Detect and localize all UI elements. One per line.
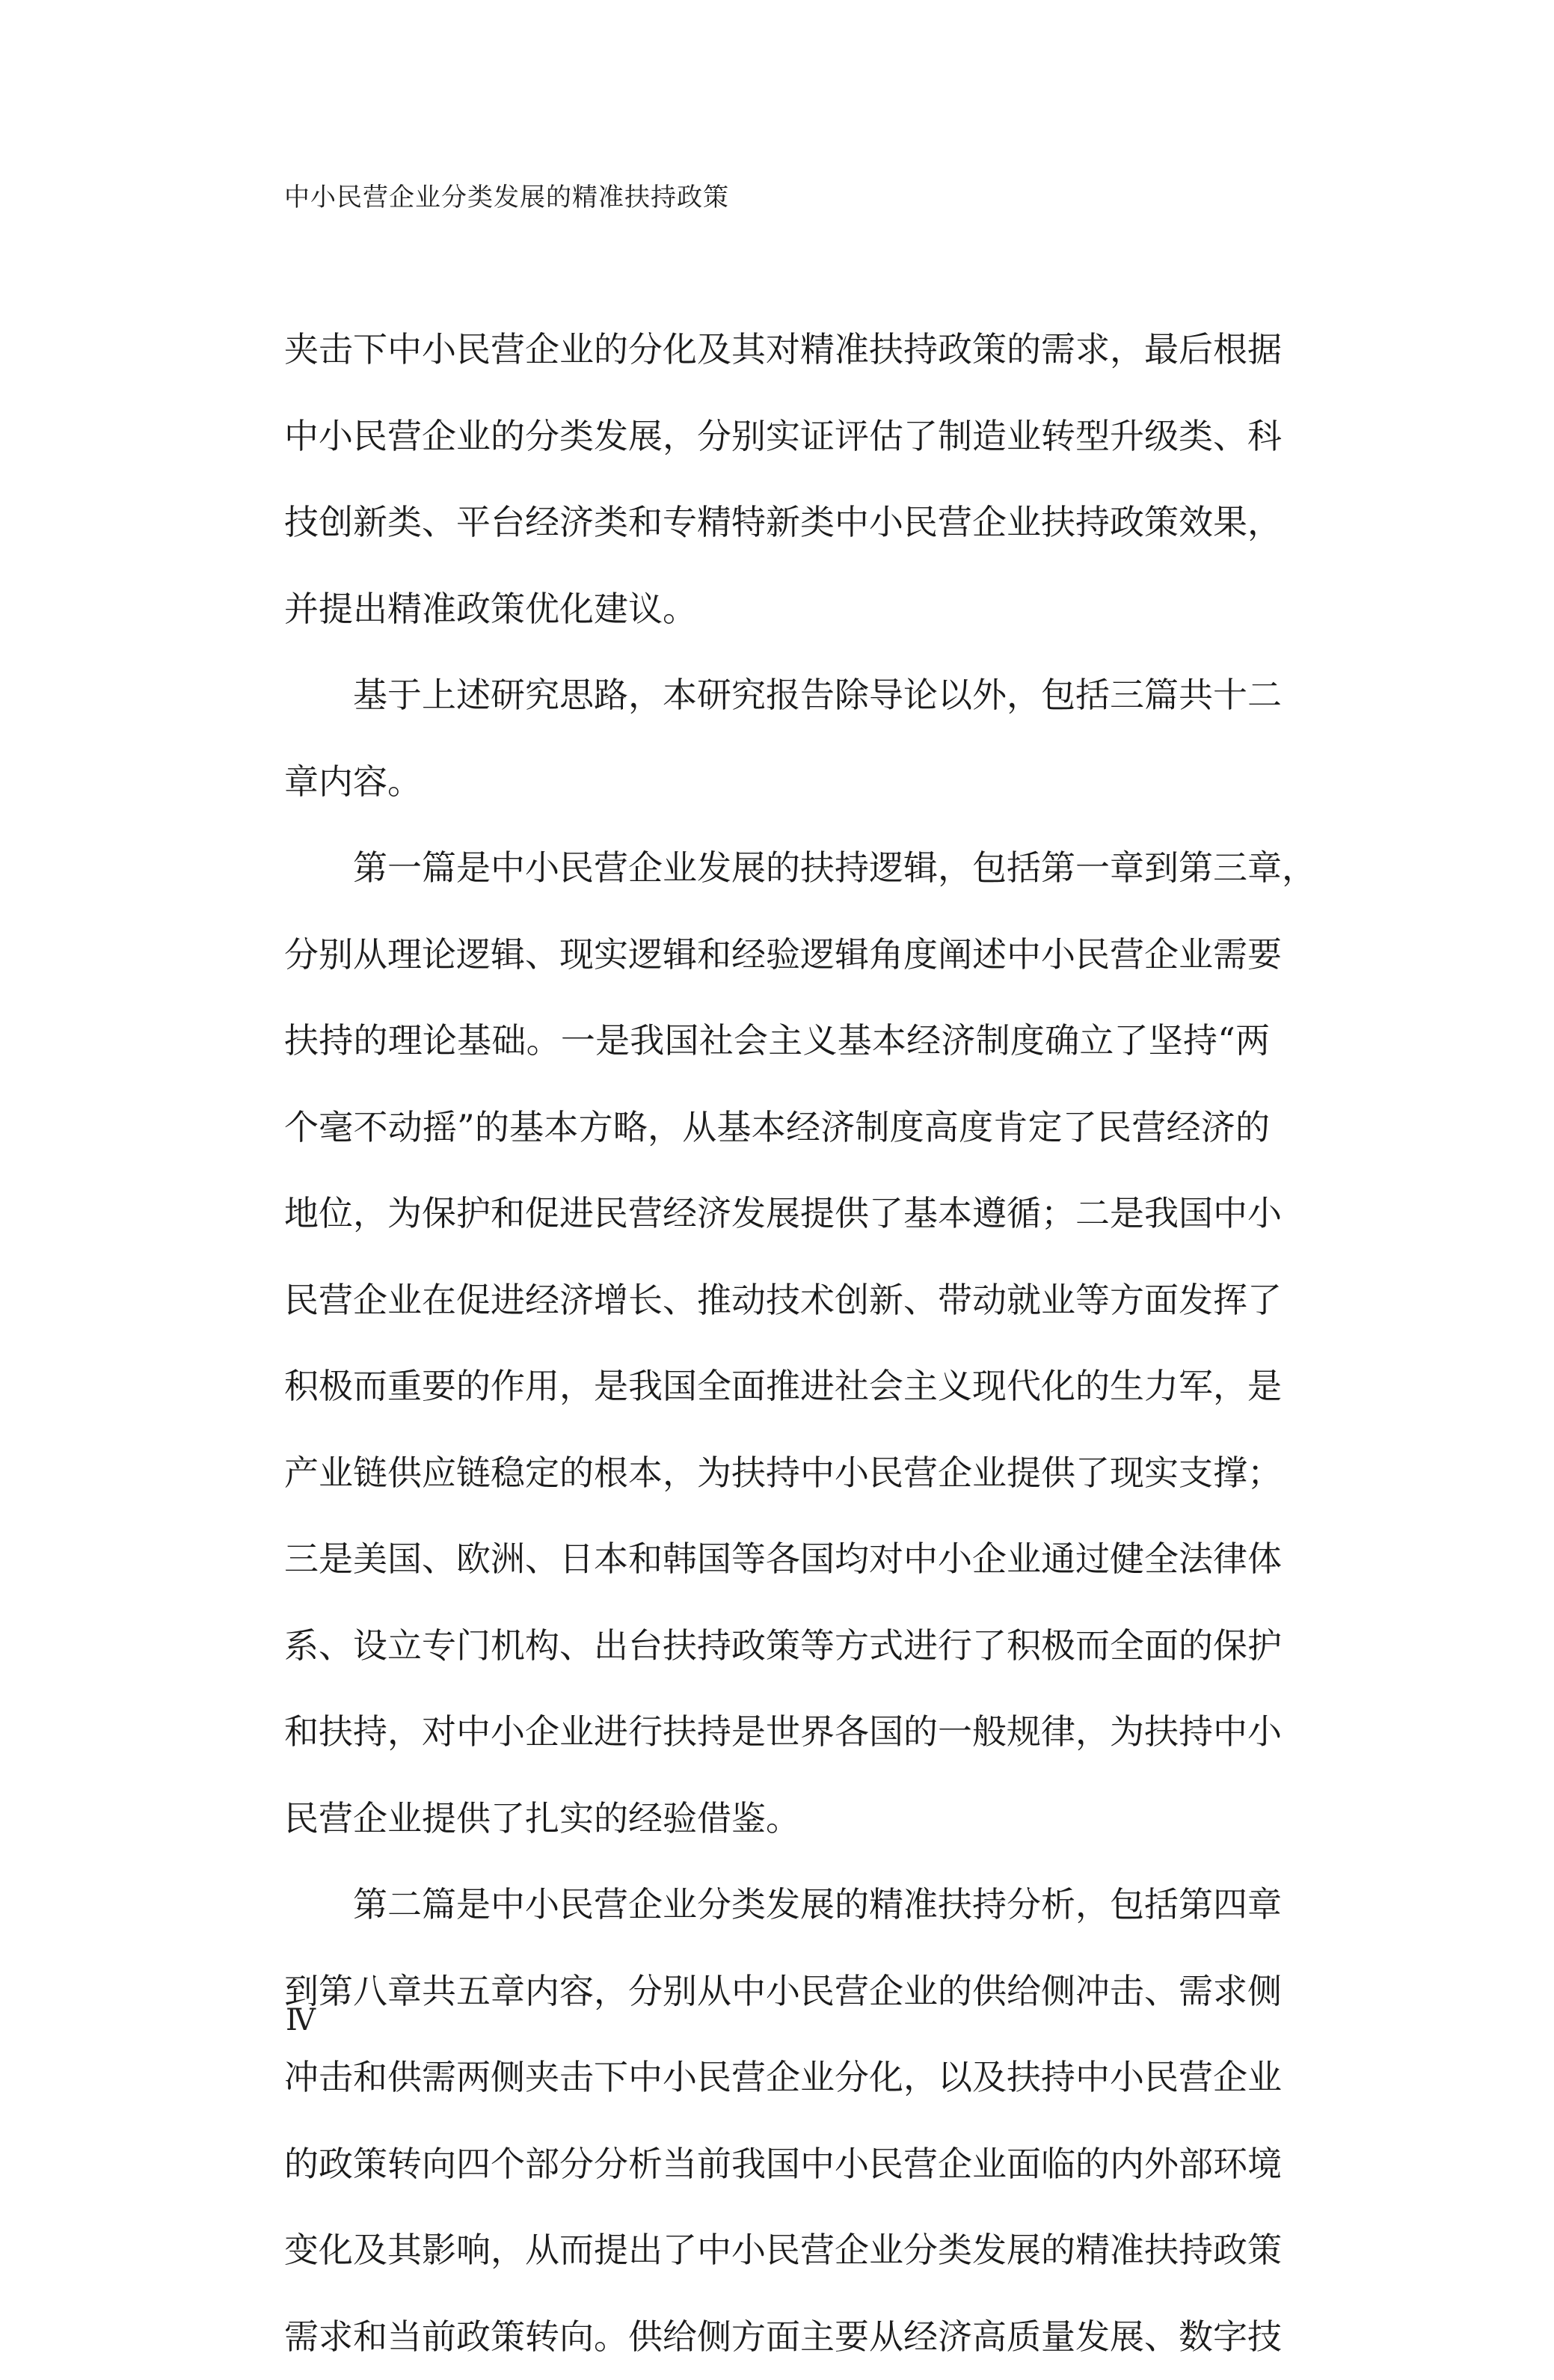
text-line: 章内容。 [284, 739, 1270, 826]
paragraph-first-line: 第二篇是中小民营企业分类发展的精准扶持分析，包括第四章 [284, 1862, 1270, 1948]
text-line: 和扶持，对中小企业进行扶持是世界各国的一般规律，为扶持中小 [284, 1689, 1270, 1776]
text-line: 民营企业提供了扎实的经验借鉴。 [284, 1776, 1270, 1862]
text-line: 到第八章共五章内容，分别从中小民营企业的供给侧冲击、需求侧 [284, 1948, 1270, 2035]
text-line: 中小民营企业的分类发展，分别实证评估了制造业转型升级类、科 [284, 393, 1270, 480]
text-line: 地位，为保护和促进民营经济发展提供了基本遵循；二是我国中小 [284, 1171, 1270, 1257]
text-line: 个毫不动摇”的基本方略，从基本经济制度高度肯定了民营经济的 [284, 1085, 1270, 1171]
running-header-title: 中小民营企业分类发展的精准扶持政策 [284, 177, 729, 213]
text-line: 夹击下中小民营企业的分化及其对精准扶持政策的需求，最后根据 [284, 307, 1270, 393]
body-text [284, 307, 1270, 2380]
paragraph-first-line: 第一篇是中小民营企业发展的扶持逻辑，包括第一章到第三章， [284, 825, 1270, 912]
text-line: 变化及其影响，从而提出了中小民营企业分类发展的精准扶持政策 [284, 2207, 1270, 2294]
page-number: Ⅳ [286, 2003, 316, 2037]
text-line: 系、设立专门机构、出台扶持政策等方式进行了积极而全面的保护 [284, 1603, 1270, 1690]
paragraph-first-line: 基于上述研究思路，本研究报告除导论以外，包括三篇共十二 [284, 652, 1270, 739]
text-line: 并提出精准政策优化建议。 [284, 566, 1270, 653]
text-line: 三是美国、欧洲、日本和韩国等各国均对中小企业通过健全法律体 [284, 1516, 1270, 1603]
text-line: 扶持的理论基础。一是我国社会主义基本经济制度确立了坚持“两 [284, 998, 1270, 1085]
text-line: 需求和当前政策转向。供给侧方面主要从经济高质量发展、数字技 [284, 2294, 1270, 2380]
text-line: 积极而重要的作用，是我国全面推进社会主义现代化的生力军，是 [284, 1343, 1270, 1430]
text-line: 的政策转向四个部分分析当前我国中小民营企业面临的内外部环境 [284, 2121, 1270, 2208]
text-line: 冲击和供需两侧夹击下中小民营企业分化，以及扶持中小民营企业 [284, 2034, 1270, 2121]
text-line: 技创新类、平台经济类和专精特新类中小民营企业扶持政策效果， [284, 479, 1270, 566]
text-line: 民营企业在促进经济增长、推动技术创新、带动就业等方面发挥了 [284, 1257, 1270, 1344]
text-line: 分别从理论逻辑、现实逻辑和经验逻辑角度阐述中小民营企业需要 [284, 912, 1270, 999]
text-line: 产业链供应链稳定的根本，为扶持中小民营企业提供了现实支撑； [284, 1430, 1270, 1517]
